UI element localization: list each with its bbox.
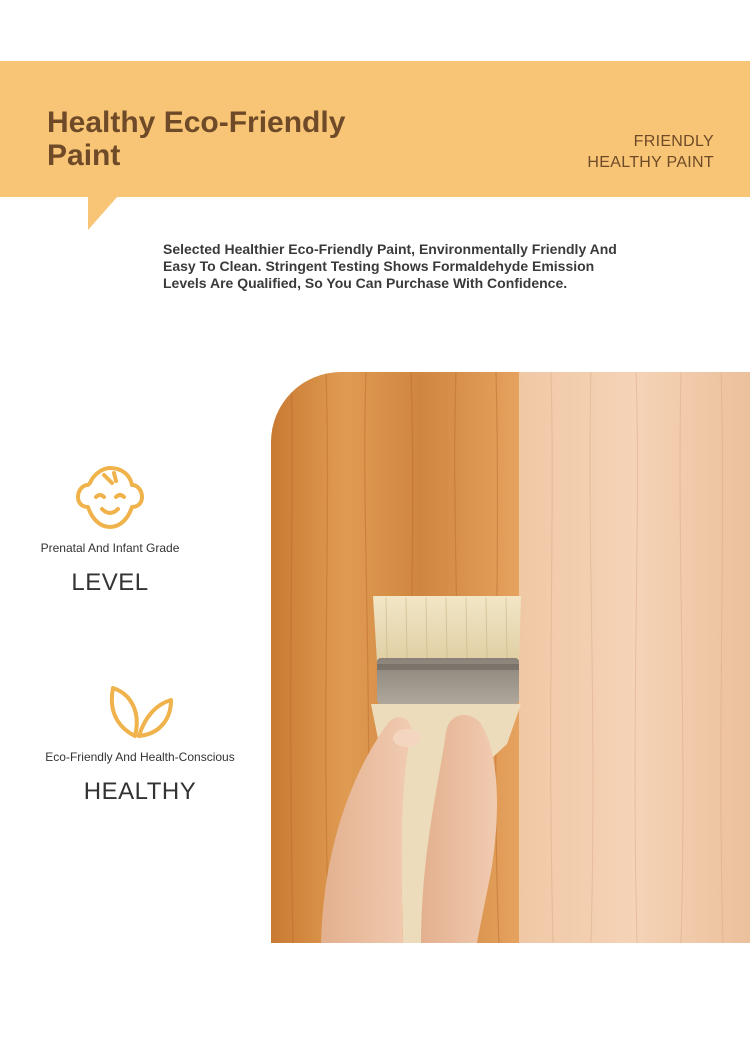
leaf-icon xyxy=(105,682,175,740)
feature-caption: Eco-Friendly And Health-Conscious xyxy=(45,750,235,764)
feature-eco-friendly xyxy=(30,682,250,806)
page-title: Healthy Eco-Friendly Paint xyxy=(47,106,346,172)
feature-label: LEVEL xyxy=(71,569,149,596)
feature-infant-grade xyxy=(30,465,190,597)
tagline-line-2: HEALTHY PAINT xyxy=(587,154,714,171)
intro-paragraph: Selected Healthier Eco-Friendly Paint, Environmentally Friendly And Easy To Clean. Stringent Testing Shows Formaldehyde Emission Levels Are Qualified, So You Can Purchase With Confidence. xyxy=(163,241,617,291)
feature-label: HEALTHY xyxy=(83,778,197,805)
tagline-line-1: FRIENDLY xyxy=(633,133,714,150)
baby-face-icon xyxy=(70,465,150,531)
banner-tail xyxy=(88,196,118,230)
banner-tagline xyxy=(514,131,714,173)
feature-caption: Prenatal And Infant Grade xyxy=(40,541,180,555)
wood-painting-photo xyxy=(271,372,750,943)
